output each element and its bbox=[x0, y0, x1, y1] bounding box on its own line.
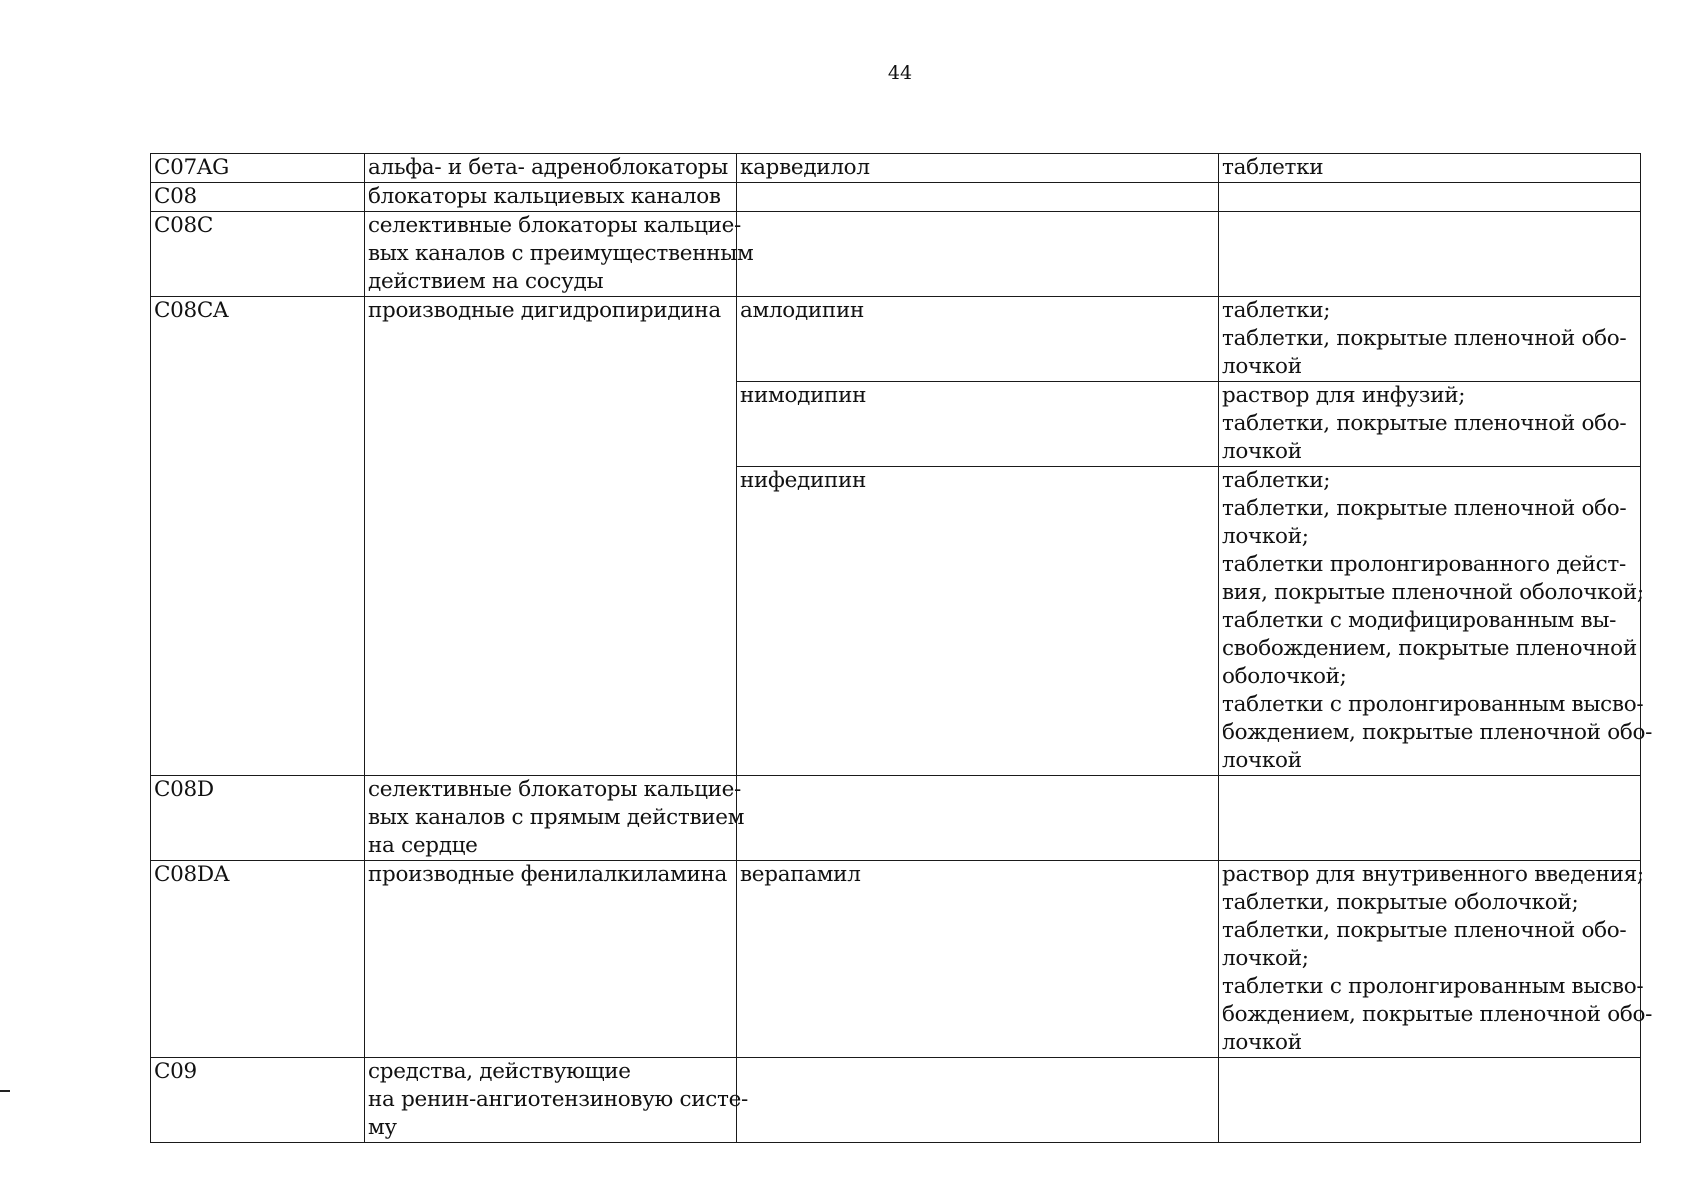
drug-name: нифедипин bbox=[740, 468, 867, 493]
atc-code: C08CA bbox=[154, 298, 229, 323]
group-text-line: блокаторы кальциевых каналов bbox=[368, 184, 721, 209]
atc-code-cell bbox=[151, 297, 365, 776]
anatomical-group-cell bbox=[365, 776, 745, 861]
drug-name-cell bbox=[737, 212, 1219, 297]
group-text-line: селективные блокаторы кальцие- bbox=[368, 777, 742, 802]
dosage-form-cell bbox=[1219, 212, 1641, 297]
margin-mark bbox=[0, 1090, 10, 1092]
drug-name-cell bbox=[737, 861, 1219, 1058]
dosage-form-cell bbox=[1219, 382, 1641, 467]
atc-code: C08C bbox=[154, 213, 214, 238]
dosage-form-line: таблетки, покрытые пленочной обо- bbox=[1222, 918, 1627, 943]
table-row bbox=[151, 154, 1641, 183]
dosage-form-line: лочкой bbox=[1222, 1030, 1302, 1055]
group-text-line: альфа- и бета- адреноблокаторы bbox=[368, 155, 728, 180]
drug-name: амлодипин bbox=[740, 298, 865, 323]
atc-code: C08D bbox=[154, 777, 214, 802]
drug-name-cell bbox=[737, 1058, 1219, 1143]
dosage-form-cell bbox=[1219, 1058, 1641, 1143]
atc-code: C09 bbox=[154, 1059, 197, 1084]
group-text-line: на сердце bbox=[368, 833, 478, 858]
dosage-form-line: вия, покрытые пленочной оболочкой; bbox=[1222, 580, 1644, 605]
page-number: 44 bbox=[887, 62, 913, 84]
dosage-form-cell bbox=[1219, 861, 1653, 1058]
dosage-form-cell bbox=[1219, 154, 1641, 183]
atc-code-cell bbox=[151, 776, 365, 861]
drug-name: верапамил bbox=[740, 862, 861, 887]
anatomical-group-cell bbox=[365, 212, 754, 297]
group-text-line: му bbox=[368, 1115, 397, 1140]
atc-code: C07AG bbox=[154, 155, 230, 180]
group-text-line: селективные блокаторы кальцие- bbox=[368, 213, 742, 238]
dosage-form-line: лочкой; bbox=[1222, 946, 1309, 971]
atc-code-cell bbox=[151, 154, 365, 183]
anatomical-group-cell bbox=[365, 861, 737, 1058]
dosage-form-line: таблетки, покрытые оболочкой; bbox=[1222, 890, 1579, 915]
medication-table-body bbox=[151, 154, 1653, 1143]
dosage-form-line: таблетки; bbox=[1222, 468, 1331, 493]
table-row bbox=[151, 212, 1641, 297]
group-text-line: средства, действующие bbox=[368, 1059, 631, 1084]
drug-name-cell bbox=[737, 154, 1219, 183]
dosage-form-line: таблетки; bbox=[1222, 298, 1331, 323]
drug-name-cell bbox=[737, 297, 1219, 382]
group-text-line: вых каналов с прямым действием bbox=[368, 805, 745, 830]
medication-table bbox=[150, 153, 1653, 1143]
dosage-form-cell bbox=[1219, 183, 1641, 212]
atc-code: C08DA bbox=[154, 862, 230, 887]
dosage-form-line: бождением, покрытые пленочной обо- bbox=[1222, 720, 1653, 745]
dosage-form-line: таблетки пролонгированного дейст- bbox=[1222, 552, 1626, 577]
table-row bbox=[151, 183, 1641, 212]
dosage-form-cell bbox=[1219, 297, 1641, 382]
drug-name-cell bbox=[737, 183, 1219, 212]
table-row bbox=[151, 297, 1641, 382]
dosage-form-line: таблетки с модифицированным вы- bbox=[1222, 608, 1617, 633]
anatomical-group-cell bbox=[365, 154, 737, 183]
group-text-line: производные фенилалкиламина bbox=[368, 862, 728, 887]
dosage-form-line: лочкой bbox=[1222, 748, 1302, 773]
table-row bbox=[151, 1058, 1641, 1143]
group-text-line: производные дигидропиридина bbox=[368, 298, 721, 323]
dosage-form-cell bbox=[1219, 467, 1653, 776]
dosage-form-line: свобождением, покрытые пленочной bbox=[1222, 636, 1637, 661]
table-row bbox=[151, 776, 1641, 861]
group-text-line: вых каналов с преимущественным bbox=[368, 241, 754, 266]
dosage-form-line: таблетки с пролонгированным высво- bbox=[1222, 974, 1644, 999]
dosage-form-line: лочкой bbox=[1222, 439, 1302, 464]
dosage-form-line: раствор для внутривенного введения; bbox=[1222, 862, 1644, 887]
dosage-form-cell bbox=[1219, 776, 1641, 861]
dosage-form-line: лочкой; bbox=[1222, 524, 1309, 549]
anatomical-group-cell bbox=[365, 1058, 748, 1143]
dosage-form-line: лочкой bbox=[1222, 354, 1302, 379]
group-text-line: на ренин-ангиотензиновую систе- bbox=[368, 1087, 748, 1112]
atc-code-cell bbox=[151, 183, 365, 212]
table-row bbox=[151, 861, 1641, 1058]
atc-code-cell bbox=[151, 212, 365, 297]
dosage-form-line: таблетки bbox=[1222, 155, 1324, 180]
dosage-form-line: таблетки, покрытые пленочной обо- bbox=[1222, 496, 1627, 521]
dosage-form-line: бождением, покрытые пленочной обо- bbox=[1222, 1002, 1653, 1027]
anatomical-group-cell bbox=[365, 297, 737, 776]
atc-code-cell bbox=[151, 1058, 365, 1143]
dosage-form-line: таблетки, покрытые пленочной обо- bbox=[1222, 326, 1627, 351]
dosage-form-line: таблетки с пролонгированным высво- bbox=[1222, 692, 1644, 717]
drug-name-cell bbox=[737, 467, 1219, 776]
dosage-form-line: оболочкой; bbox=[1222, 664, 1347, 689]
drug-name-cell bbox=[737, 776, 1219, 861]
atc-code-cell bbox=[151, 861, 365, 1058]
anatomical-group-cell bbox=[365, 183, 737, 212]
group-text-line: действием на сосуды bbox=[368, 269, 604, 294]
drug-name-cell bbox=[737, 382, 1219, 467]
atc-code: C08 bbox=[154, 184, 197, 209]
dosage-form-line: таблетки, покрытые пленочной обо- bbox=[1222, 411, 1627, 436]
dosage-form-line: раствор для инфузий; bbox=[1222, 383, 1466, 408]
drug-name: карведилол bbox=[740, 155, 870, 180]
drug-name: нимодипин bbox=[740, 383, 867, 408]
